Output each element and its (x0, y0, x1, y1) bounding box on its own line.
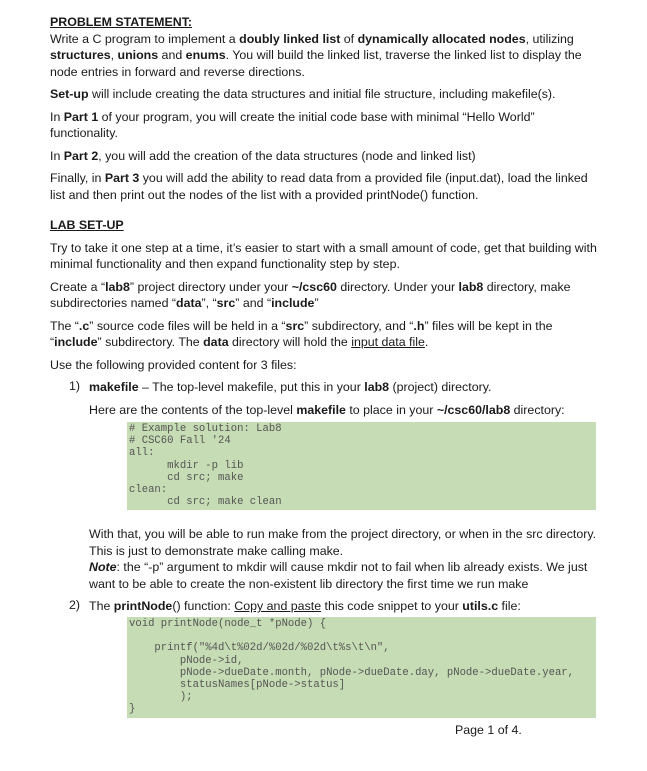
paragraph-part3: Finally, in Part 3 you will add the ability to read data from a provided file (input.dat), load the linked list and then print out the nodes of the list with a provided printNode() function. (50, 171, 588, 202)
printnode-code-block: void printNode(node_t *pNode) { printf("%4d\t%02d/%02d/%02d\t%s\t\n", pNode->id, pNode->dueDate.month, pNode->dueDate.day, pNode->dueDate.year, statusNames[pNode->status] ); } (127, 617, 596, 718)
paragraph-setup: Set-up will include creating the data structures and initial file structure, including makefile(s). (50, 87, 556, 101)
paragraph-create-dirs: Create a “lab8” project directory under your ~/csc60 directory. Under your lab8 directory, make subdirectories named “data”, “src” and “include” (50, 279, 571, 310)
paragraph-step-advice: Try to take it one step at a time, it’s easier to start with a small amount of code, get that building with minimal functionality and then expand functionality step by step. (50, 240, 597, 271)
list-item-printnode: 2) The printNode() function: Copy and paste this code snippet to your utils.c file: void printNode(node_t *pNode) { printf("%4d\t%02d/%02d/%02d\t%s\t\n", pNode->id, pNode->dueDate.month, pNode->dueDate.day, pNode->dueDate.year, statusNames[pNode->status] ); } (50, 598, 600, 717)
list-item-makefile: 1) makefile – The top-level makefile, put this in your lab8 (project) directory. Here are the contents of the top-level makefile to place in your ~/csc60/lab8 directory: # Example solution: Lab8 # CSC60 Fall '24 all: mkdir -p lib cd src; make clean: cd src; make clean With that, you will be able to run make from the project directory, or when in the src directory. This is just to demonstrate make calling make. Note: the “-p” argument to mkdir will cause mkdir not to fail when lib already exists. We just want to be able to create the non-existent lib directory the first time we run make (50, 379, 600, 592)
document-page (50, 14, 600, 718)
paragraph-part1: In Part 1 of your program, you will create the initial code base with minimal “Hello World” functionality. (50, 109, 535, 140)
paragraph-provided-content: Use the following provided content for 3 files: (50, 357, 297, 372)
paragraph-file-locations: The “.c” source code files will be held in a “src” subdirectory, and “.h” files will be kept in the “include” subdirectory. The data directory will hold the input data file. (50, 318, 553, 349)
heading-lab-setup: LAB SET-UP (50, 218, 124, 232)
makefile-explanation: With that, you will be able to run make from the project directory, or when in the src directory. This is just to demonstrate make calling make. Note: the “-p” argument to mkdir will cause mkdir not to fail when lib already exists. We just want to be able to create the non-existent lib directory the first time we run make (89, 527, 597, 591)
list-number: 1) (69, 379, 81, 393)
makefile-code-block: # Example solution: Lab8 # CSC60 Fall '24 all: mkdir -p lib cd src; make clean: cd src; make clean (127, 422, 596, 510)
makefile-contents-intro: Here are the contents of the top-level makefile to place in your ~/csc60/lab8 directory: (89, 402, 565, 417)
list-number: 2) (69, 598, 81, 613)
page-number: Page 1 of 4. (455, 723, 522, 737)
paragraph-intro: Write a C program to implement a doubly linked list of dynamically allocated nodes, utilizing structures, unions and enums. You will build the linked list, traverse the linked list to display the node entries in forward and reverse directions. (50, 31, 582, 79)
heading-problem-statement: PROBLEM STATEMENT: (50, 15, 193, 29)
paragraph-part2: In Part 2, you will add the creation of the data structures (node and linked list) (50, 148, 476, 163)
